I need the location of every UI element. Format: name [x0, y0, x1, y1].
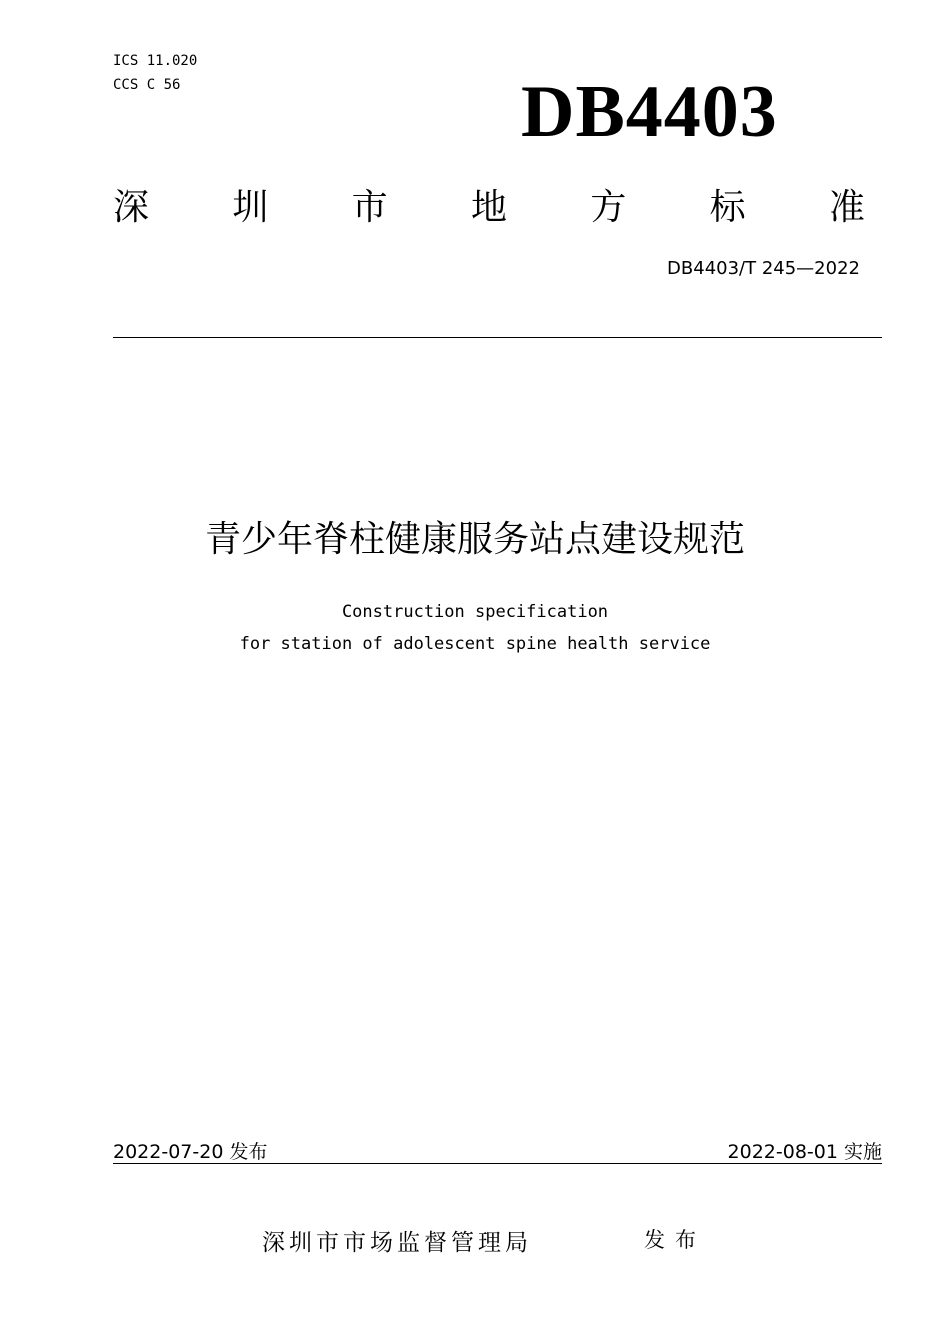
standard-type-char: 准: [828, 187, 865, 228]
footer-divider: [113, 1163, 882, 1164]
standard-type-char: 地: [470, 187, 507, 228]
implementation-date: 2022-08-01 实施: [727, 1141, 882, 1163]
standard-type-char: 标: [709, 187, 746, 228]
document-title-chinese: 青少年脊柱健康服务站点建设规范: [204, 519, 745, 560]
standard-number: DB4403/T 245—2022: [667, 258, 860, 279]
document-title-english: [0, 596, 950, 660]
english-title-line: Construction specification: [341, 602, 609, 622]
issue-date: 2022-07-20 发布: [113, 1141, 268, 1163]
classification-codes: [113, 49, 197, 97]
header-divider: [113, 337, 882, 338]
standard-type-char: 方: [590, 187, 627, 228]
standard-type-heading: [113, 184, 865, 232]
issue-label: 发布: [644, 1228, 706, 1252]
ccs-code: CCS C 56: [113, 77, 181, 93]
standard-type-char: 深: [113, 187, 150, 228]
standard-type-char: 圳: [232, 187, 269, 228]
standard-type-char: 市: [351, 187, 388, 228]
standard-code-logo: DB4403: [521, 71, 778, 153]
english-title-line: for station of adolescent spine health service: [239, 634, 711, 654]
ics-code: ICS 11.020: [113, 53, 198, 69]
issuing-authority: 深圳市市场监督管理局: [262, 1230, 532, 1256]
